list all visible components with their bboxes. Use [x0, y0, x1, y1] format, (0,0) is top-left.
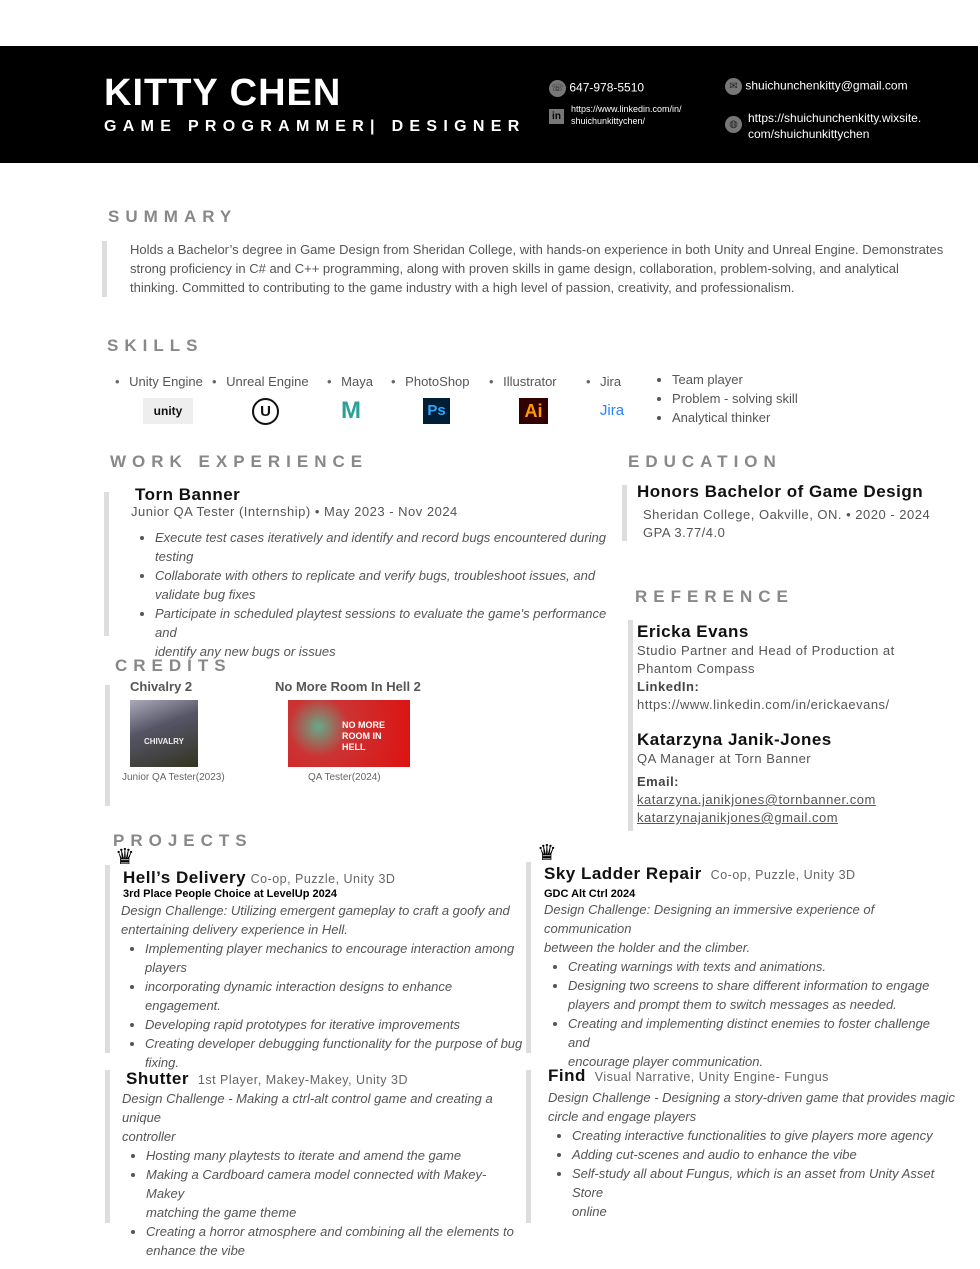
credit-role: Junior QA Tester(2023) [122, 772, 225, 783]
project-tags: Co-op, Puzzle, Unity 3D [710, 868, 856, 882]
project-title: Shutter [126, 1069, 189, 1088]
project-bullet: • Self-study all about Fungus, which is an asset from Unity Asset Store online [572, 1164, 958, 1221]
unity-logo-icon: unity [143, 398, 193, 424]
project-bullet: • Developing rapid prototypes for iterative improvements [145, 1015, 523, 1034]
reference-ericka [637, 622, 895, 714]
jira-logo-icon: Jira [599, 402, 625, 419]
work-heading: WORK EXPERIENCE [110, 452, 369, 471]
chivalry-2-cover-image: CHIVALRY [130, 700, 198, 767]
photoshop-logo-icon: Ps [423, 398, 450, 424]
work-bullets [137, 528, 617, 661]
project-award: 3rd Place People Choice at LevelUp 2024 [123, 888, 337, 900]
project-challenge: Design Challenge - Designing a story-driven game that provides magic circle and engage players [548, 1090, 955, 1124]
website-link-2[interactable]: com/shuichunkittychen [748, 127, 870, 141]
project-bullets [123, 939, 523, 1072]
degree: Honors Bachelor of Game Design [637, 482, 924, 501]
project-challenge: Design Challenge: Utilizing emergent gameplay to craft a goofy and entertaining delivery experience in Hell. [121, 903, 510, 937]
soft-skills-list [654, 370, 798, 427]
crown-icon: ♛ [115, 844, 135, 869]
divider [105, 865, 110, 1053]
summary-text [130, 240, 943, 297]
project-bullets [544, 957, 954, 1071]
skill-item: • Illustrator [489, 374, 557, 389]
divider [104, 492, 109, 636]
credit-role: QA Tester(2024) [308, 772, 381, 783]
project-shutter [122, 1069, 522, 1260]
projects-heading: PROJECTS [113, 831, 253, 850]
divider [628, 620, 633, 831]
reference-linkedin[interactable]: https://www.linkedin.com/in/erickaevans/ [637, 697, 890, 712]
reference-name: Katarzyna Janik-Jones [637, 730, 832, 749]
credits-heading: CREDITS [115, 656, 232, 675]
soft-skill: • Problem - solving skill [672, 389, 798, 408]
skill-item: • Maya [327, 374, 373, 389]
gpa: GPA 3.77/4.0 [643, 525, 726, 540]
divider [526, 862, 531, 1053]
crown-icon: ♛ [537, 840, 557, 865]
reference-email[interactable]: katarzynajanikjones@gmail.com [637, 810, 839, 825]
phone-text: 647-978-5510 [569, 80, 645, 95]
project-title: Find [548, 1066, 586, 1085]
mail-icon: ✉ [725, 78, 742, 95]
project-bullet: • Adding cut-scenes and audio to enhance the vibe [572, 1145, 958, 1164]
summary-line: thinking. Committed to contributing to the game industry with a high level of passion, creativity, and professionalism. [130, 280, 795, 295]
website[interactable] [725, 110, 921, 142]
project-find [548, 1066, 958, 1221]
project-bullet: • Designing two screens to share different information to engage players and prompt them to switch messages as needed. [568, 976, 954, 1014]
company-name: Torn Banner [135, 485, 241, 504]
soft-skill: • Team player [672, 370, 798, 389]
maya-logo-icon: M [341, 397, 361, 424]
project-bullet: • Creating warnings with texts and animations. [568, 957, 954, 976]
project-bullet: • Creating and implementing distinct enemies to foster challenge and encourage player communication. [568, 1014, 954, 1071]
email-link[interactable]: shuichunchenkitty@gmail.com [745, 78, 908, 93]
credit-title: Chivalry 2 [130, 679, 193, 694]
skill-item: • Unreal Engine [212, 374, 309, 389]
school: Sheridan College, Oakville, ON. • 2020 - 2024 [643, 507, 931, 522]
divider [105, 1070, 110, 1223]
work-bullet: • Execute test cases iteratively and identify and record bugs encountered during testing [155, 528, 617, 566]
project-title: Sky Ladder Repair [544, 864, 702, 883]
reference-label: LinkedIn: [637, 679, 700, 694]
reference-title: QA Manager at Torn Banner [637, 751, 812, 766]
project-tags: Visual Narrative, Unity Engine- Fungus [594, 1070, 829, 1084]
reference-email[interactable]: katarzyna.janikjones@tornbanner.com [637, 792, 876, 807]
linkedin-link-2[interactable]: shuichunkittychen/ [571, 116, 646, 126]
project-bullet: • Creating developer debugging functionality for the purpose of bug fixing. [145, 1034, 523, 1072]
work-bullet: • Participate in scheduled playtest sessions to evaluate the game's performance and identify any new bugs or issues [155, 604, 617, 661]
divider [622, 485, 627, 541]
summary-heading: SUMMARY [108, 207, 238, 226]
name: KITTY CHEN [104, 72, 342, 114]
project-bullet: • Creating a horror atmosphere and combining all the elements to enhance the vibe [146, 1222, 522, 1260]
divider [105, 685, 110, 806]
email[interactable] [725, 78, 908, 95]
phone-icon: ☏ [549, 80, 566, 97]
linkedin[interactable] [549, 103, 682, 127]
project-bullet: • incorporating dynamic interaction designs to enhance engagement. [145, 977, 523, 1015]
project-title: Hell’s Delivery [123, 868, 247, 887]
subtitle: GAME PROGRAMMER| DESIGNER [104, 118, 526, 135]
divider [526, 1070, 531, 1223]
soft-skill: • Analytical thinker [672, 408, 798, 427]
linkedin-link-1[interactable]: https://www.linkedin.com/in/ [571, 104, 682, 114]
summary-line: strong proficiency in C# and C++ programming, along with proven skills in game design, collaboration, problem-solving, and analytical [130, 261, 899, 276]
reference-label: Email: [637, 774, 680, 789]
linkedin-icon: in [549, 109, 564, 124]
globe-icon: ◍ [725, 116, 742, 133]
job-role: Junior QA Tester (Internship) • May 2023 - Nov 2024 [131, 504, 458, 519]
work-bullet: • Collaborate with others to replicate and verify bugs, troubleshoot issues, and validate bug fixes [155, 566, 617, 604]
education-heading: EDUCATION [628, 452, 782, 471]
reference-heading: REFERENCE [635, 587, 794, 606]
reference-company: Phantom Compass [637, 661, 756, 676]
project-challenge: Design Challenge: Designing an immersive experience of communication between the holder and the climber. [544, 902, 875, 955]
project-tags: 1st Player, Makey-Makey, Unity 3D [197, 1073, 408, 1087]
nmrih2-cover-image: NO MORE ROOM IN HELL [288, 700, 410, 767]
project-bullet: • Making a Cardboard camera model connected with Makey-Makey matching the game theme [146, 1165, 522, 1222]
website-link-1[interactable]: https://shuichunchenkitty.wixsite. [748, 111, 922, 125]
project-sky-ladder-repair [544, 864, 954, 1071]
divider [102, 241, 107, 297]
project-award: GDC Alt Ctrl 2024 [544, 888, 636, 900]
reference-title: Studio Partner and Head of Production at [637, 643, 895, 658]
summary-line: Holds a Bachelor’s degree in Game Design from Sheridan College, with hands-on experience in both Unity and Unreal Engine. Demonstrates [130, 242, 944, 257]
reference-katarzyna [637, 730, 876, 827]
project-tags: Co-op, Puzzle, Unity 3D [250, 872, 396, 886]
project-bullet: • Hosting many playtests to iterate and amend the game [146, 1146, 522, 1165]
skills-heading: SKILLS [107, 336, 204, 355]
credit-title: No More Room In Hell 2 [275, 679, 421, 694]
skill-item: • PhotoShop [391, 374, 470, 389]
skill-item: • Jira [586, 374, 621, 389]
project-bullets [122, 1146, 522, 1260]
reference-name: Ericka Evans [637, 622, 749, 641]
unreal-logo-icon: U [252, 398, 279, 425]
project-bullet: • Implementing player mechanics to encourage interaction among players [145, 939, 523, 977]
project-challenge: Design Challenge - Making a ctrl-alt control game and creating a unique controller [122, 1091, 493, 1144]
skill-item: • Unity Engine [115, 374, 203, 389]
project-bullet: • Creating interactive functionalities to give players more agency [572, 1126, 958, 1145]
project-bullets [548, 1126, 958, 1221]
phone [549, 80, 644, 97]
project-hells-delivery [123, 868, 523, 1072]
illustrator-logo-icon: Ai [519, 398, 548, 424]
header-banner [0, 46, 978, 163]
